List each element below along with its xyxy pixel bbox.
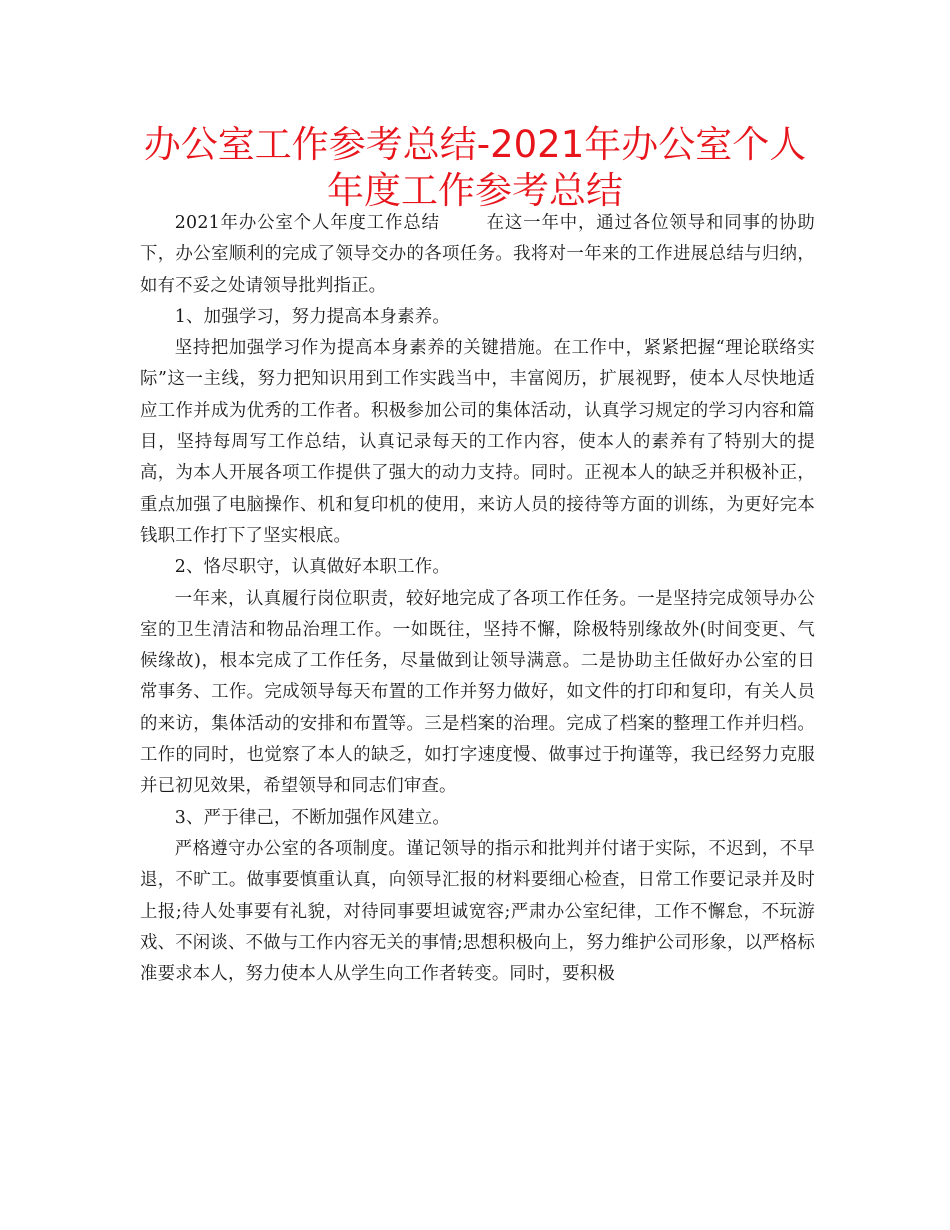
section1-paragraph: 坚持把加强学习作为提高本身素养的关键措施。在工作中，紧紧把握“理论联络实际”这一主线，努力把知识用到工作实践当中，丰富阅历，扩展视野，使本人尽快地适应工作并成为优秀的工作者。积极参加公司的集体活动，认真学习规定的学习内容和篇目，坚持每周写工作总结，认真记录每天的工作内容，使本人的素养有了特别大的提高，为本人开展各项工作提供了强大的动力支持。同时。正视本人的缺乏并积极补正，重点加强了电脑操作、机和复印机的使用，来访人员的接待等方面的训练，为更好完本钱职工作打下了坚实根底。 [140,338,815,546]
section2-paragraph: 一年来，认真履行岗位职责，较好地完成了各项工作任务。一是坚持完成领导办公室的卫生清洁和物品治理工作。一如既往，坚持不懈，除极特别缘故外(时间变更、气候缘故)，根本完成了工作任务，尽量做到让领导满意。二是协助主任做好办公室的日常事务、工作。完成领导每天布置的工作并努力做好，如文件的打印和复印，有关人员的来访，集体活动的安排和布置等。三是档案的治理。完成了档案的整理工作并归档。工作的同时，也觉察了本人的缺乏，如打字速度慢、做事过于拘谨等，我已经努力克服并已初见效果，希望领导和同志们审查。 [140,588,815,797]
section1-heading: 1、加强学习，努力提高本身素养。 [174,306,450,327]
section2-heading: 2、恪尽职守，认真做好本职工作。 [174,557,450,578]
section3-paragraph: 严格遵守办公室的各项制度。谨记领导的指示和批判并付诸于实际，不迟到，不早退，不旷工。做事要慎重认真，向领导汇报的材料要细心检查，日常工作要记录并及时上报;待人处事要有礼貌，对待同事要坦诚宽容;严肃办公室纪律，工作不懈怠，不玩游戏、不闲谈、不做与工作内容无关的事情;思想积极向上，努力维护公司形象，以严格标准要求本人，努力使本人从学生向工作者转变。同时，要积极 [140,838,815,985]
intro-heading: 2021年办公室个人年度工作总结 [174,213,440,233]
document-title: 办公室工作参考总结-2021年办公室个人年度工作参考总结 [143,123,807,212]
intro-paragraph [140,208,815,302]
intro-text: 在这一年中，通过各位领导和同事的协助下，办公室顺利的完成了领导交办的各项任务。我将对一年来的工作进展总结与归纳，如有不妥之处请领导批判指正。 [140,213,815,296]
document-body [140,208,815,990]
section3-heading: 3、严于律己，不断加强作风建立。 [174,807,450,828]
